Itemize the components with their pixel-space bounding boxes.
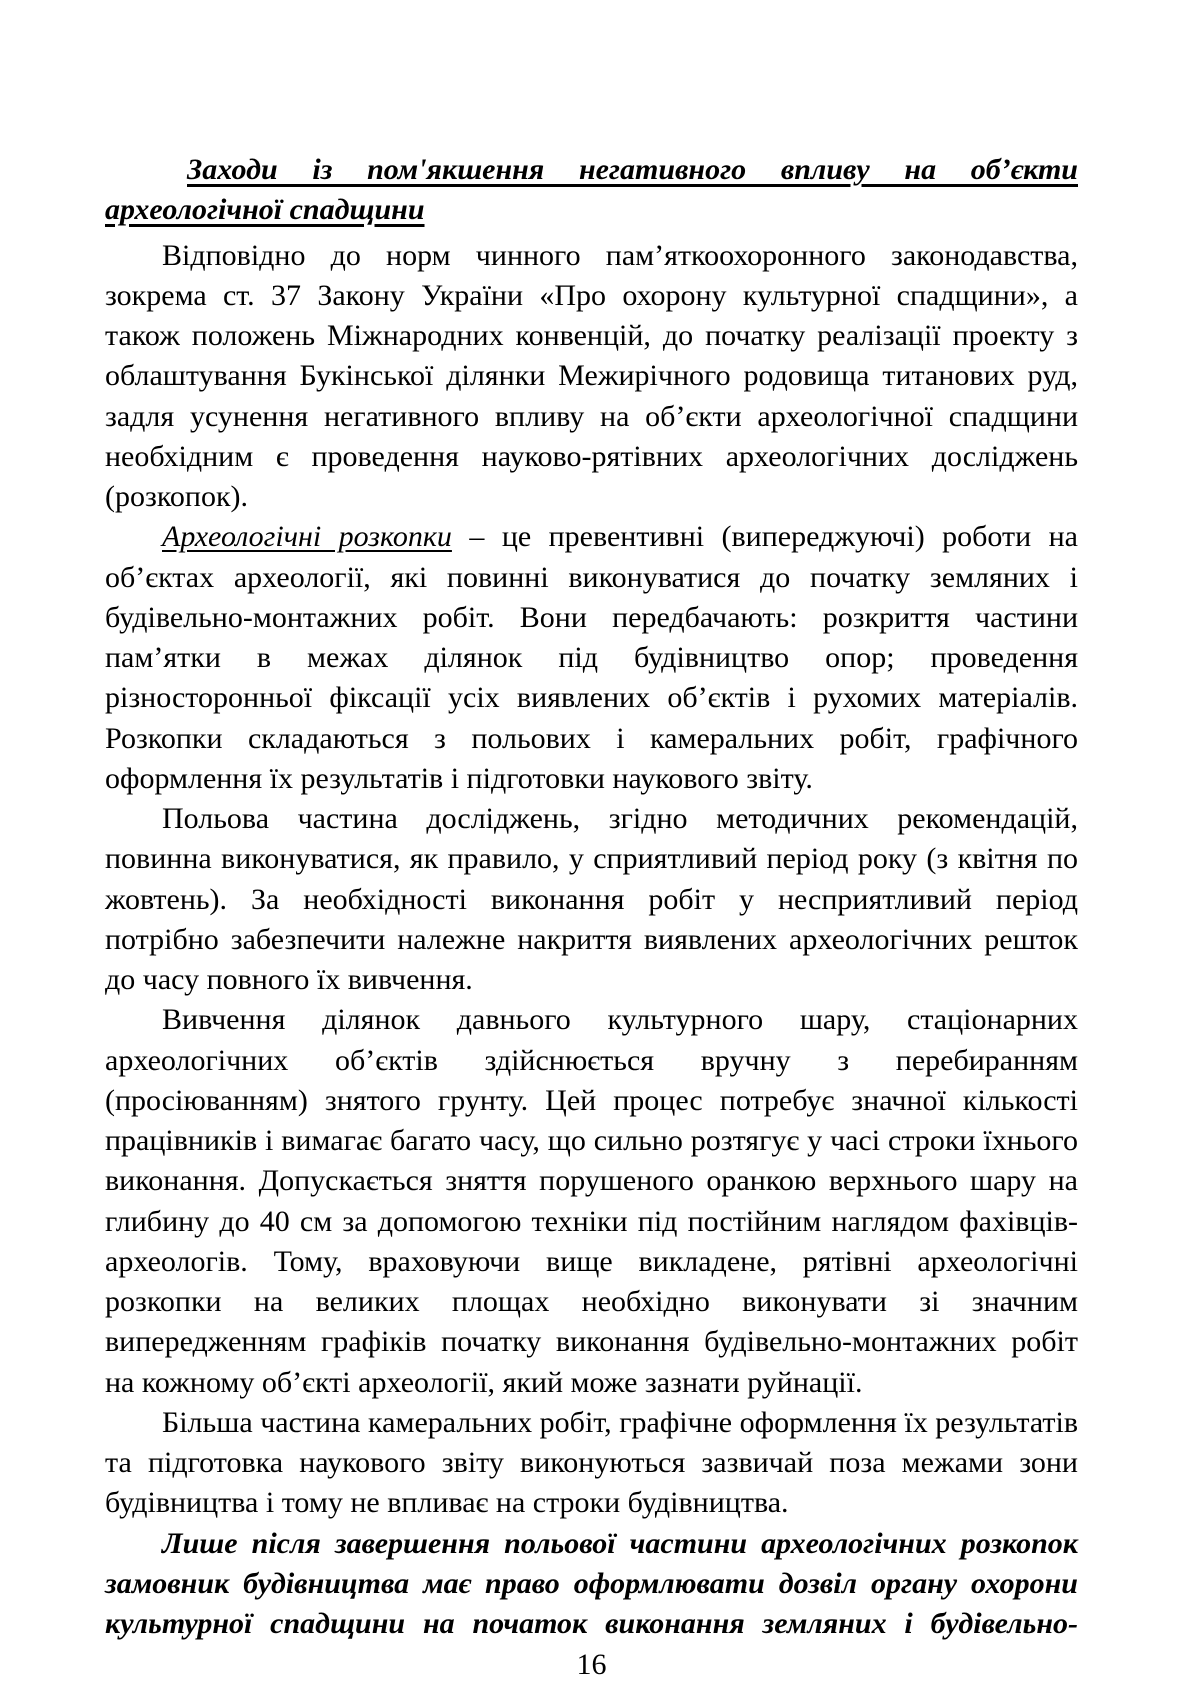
- paragraph-excavations-definition: [105, 517, 1078, 799]
- paragraph-text: Більша частина камеральних робіт, графічне оформлення їх результатів та підготовка наукового звіту виконуються зазвичай поза межами зони будівництва і тому не впливає на строки будівництва.: [105, 1405, 1078, 1520]
- paragraph-text: Вивчення ділянок давнього культурного шару, стаціонарних археологічних об’єктів здійснюється вручну з перебиранням (просіюванням) знятого грунту. Цей процес потребує значної кількості працівників і вимагає багато часу, що сильно розтягує у часі строки їхнього виконання. Допускається зняття порушеного оранкою верхнього шару на глибину до 40 см за допомогою техніки під постійним наглядом фахівців-археологів. Тому, враховуючи вище викладене, рятівні археологічні розкопки на великих площах необхідно виконувати зі значним випередженням графіків початку виконання будівельно-монтажних робіт на кожному об’єкті археології, який може зазнати руйнації.: [105, 1003, 1078, 1399]
- paragraph-office-work: [105, 1403, 1078, 1524]
- section-heading: Заходи із пом'якшення негативного впливу на об’єкти археологічної спадщини: [105, 153, 1078, 227]
- paragraph-text: Відповідно до норм чинного пам’яткоохоронного законодавства, зокрема ст. 37 Закону України «Про охорону культурної спадщини», а також положень Міжнародних конвенцій, до початку реалізації проекту з облаштування Букінської ділянки Межирічного родовища титанових руд, задля усунення негативного впливу на об’єкти археологічної спадщини необхідним є проведення науково-рятівних археологічних досліджень (розкопок).: [105, 238, 1078, 513]
- page-number: 16: [576, 1648, 607, 1682]
- paragraph-legal-basis: [105, 236, 1078, 518]
- paragraph-text: – це превентивні (випереджуючі) роботи на об’єктах археології, які повинні виконуватися до початку земляних і будівельно-монтажних робіт. Вони передбачають: розкриття частини пам’ятки в межах ділянок під будівництво опор; проведення різносторонньої фіксації усіх виявлених об’єктів і рухомих матеріалів. Розкопки складаються з польових і камеральних робіт, графічного оформлення їх результатів і підготовки наукового звіту.: [105, 520, 1078, 795]
- term-archaeological-excavations: Археологічні розкопки: [162, 520, 452, 554]
- paragraph-text: Польова частина досліджень, згідно методичних рекомендацій, повинна виконуватися, як правило, у сприятливий період року (з квітня по жовтень). За необхідності виконання робіт у несприятливий період потрібно забезпечити належне накриття виявлених археологічних решток до часу повного їх вивчення.: [105, 802, 1078, 996]
- page-content: [105, 150, 1078, 1683]
- paragraph-permit-condition: [105, 1524, 1078, 1645]
- paragraph-text: Лише після завершення польової частини археологічних розкопок замовник будівництва має право оформлювати дозвіл органу охорони культурної спадщини на початок виконання земляних і будівельно-: [105, 1526, 1078, 1640]
- paragraph-manual-study: [105, 1000, 1078, 1403]
- paragraph-field-season: [105, 799, 1078, 1000]
